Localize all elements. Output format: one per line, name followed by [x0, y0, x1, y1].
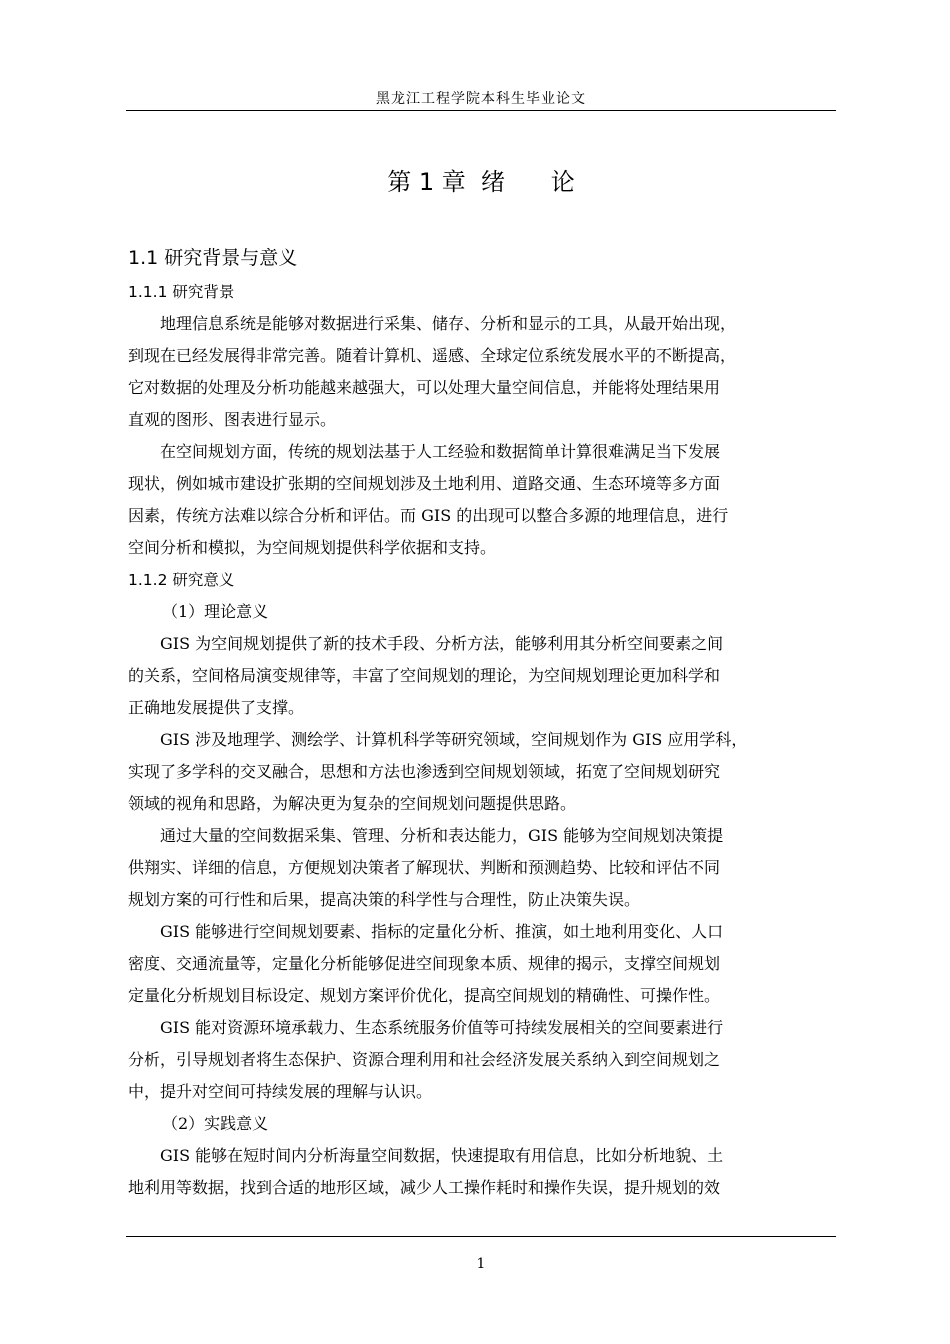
text-line: 正确地发展提供了支撑。 [128, 698, 305, 717]
text-line: 空间分析和模拟，为空间规划提供科学依据和支持。 [128, 538, 497, 557]
text-line: 供翔实、详细的信息，方便规划决策者了解现状、判断和预测趋势、比较和评估不同 [128, 858, 721, 877]
paragraph [128, 916, 836, 1012]
paragraph [128, 628, 836, 724]
text-line: GIS 能对资源环境承载力、生态系统服务价值等可持续发展相关的空间要素进行 [160, 1018, 724, 1037]
paragraph [128, 436, 836, 564]
text-line: GIS 为空间规划提供了新的技术手段、分析方法，能够利用其分析空间要素之间 [160, 634, 724, 653]
text-line: 现状，例如城市建设扩张期的空间规划涉及土地利用、道路交通、生态环境等多方面 [128, 474, 721, 493]
theory-paragraphs [128, 628, 836, 1108]
page-body [128, 240, 836, 1204]
text-line: 到现在已经发展得非常完善。随着计算机、遥感、全球定位系统发展水平的不断提高， [128, 346, 737, 365]
header-rule [126, 110, 836, 111]
footer-rule [126, 1236, 836, 1237]
text-line: 地理信息系统是能够对数据进行采集、储存、分析和显示的工具，从最开始出现， [160, 314, 737, 333]
background-paragraphs [128, 308, 836, 564]
text-line: 定量化分析规划目标设定、规划方案评价优化，提高空间规划的精确性、可操作性。 [128, 986, 721, 1005]
text-line: 地利用等数据，找到合适的地形区域，减少人工操作耗时和操作失误，提升规划的效 [128, 1178, 721, 1197]
paragraph [128, 1012, 836, 1108]
text-line: 因素，传统方法难以综合分析和评估。而 GIS 的出现可以整合多源的地理信息，进行 [128, 506, 729, 525]
text-line: 规划方案的可行性和后果，提高决策的科学性与合理性，防止决策失误。 [128, 890, 641, 909]
header-title: 黑龙江工程学院本科生毕业论文 [376, 91, 586, 107]
chapter-title: 第 1 章 绪 论 [387, 168, 575, 196]
paragraph [128, 724, 836, 820]
text-line: 实现了多学科的交叉融合，思想和方法也渗透到空间规划领域，拓宽了空间规划研究 [128, 762, 721, 781]
text-line: GIS 能够进行空间规划要素、指标的定量化分析、推演，如土地利用变化、人口 [160, 922, 724, 941]
section-heading-1-1-2: 1.1.2 研究意义 [128, 571, 235, 589]
page-number: 1 [476, 1256, 486, 1272]
text-line: 它对数据的处理及分析功能越来越强大，可以处理大量空间信息，并能将处理结果用 [128, 378, 721, 397]
text-line: GIS 涉及地理学、测绘学、计算机科学等研究领域，空间规划作为 GIS 应用学科， [160, 730, 748, 749]
text-line: 的关系，空间格局演变规律等，丰富了空间规划的理论，为空间规划理论更加科学和 [128, 666, 721, 685]
practice-paragraphs [128, 1140, 836, 1204]
text-line: 领域的视角和思路，为解决更为复杂的空间规划问题提供思路。 [128, 794, 577, 813]
section-heading-1-1-1: 1.1.1 研究背景 [128, 283, 235, 301]
text-line: 通过大量的空间数据采集、管理、分析和表达能力，GIS 能够为空间规划决策提 [160, 826, 724, 845]
paragraph [128, 1140, 836, 1204]
text-line: 中，提升对空间可持续发展的理解与认识。 [128, 1082, 433, 1101]
text-line: GIS 能够在短时间内分析海量空间数据，快速提取有用信息，比如分析地貌、土 [160, 1146, 724, 1165]
text-line: 直观的图形、图表进行显示。 [128, 410, 337, 429]
text-line: 密度、交通流量等，定量化分析能够促进空间现象本质、规律的揭示，支撑空间规划 [128, 954, 721, 973]
text-line: 在空间规划方面，传统的规划法基于人工经验和数据简单计算很难满足当下发展 [160, 442, 721, 461]
text-line: 分析，引导规划者将生态保护、资源合理利用和社会经济发展关系纳入到空间规划之 [128, 1050, 721, 1069]
paragraph [128, 308, 836, 436]
paragraph [128, 820, 836, 916]
section-heading-1-1: 1.1 研究背景与意义 [128, 247, 298, 269]
subsection-label-practice: （2）实践意义 [162, 1114, 269, 1133]
subsection-label-theory: （1）理论意义 [162, 602, 269, 621]
